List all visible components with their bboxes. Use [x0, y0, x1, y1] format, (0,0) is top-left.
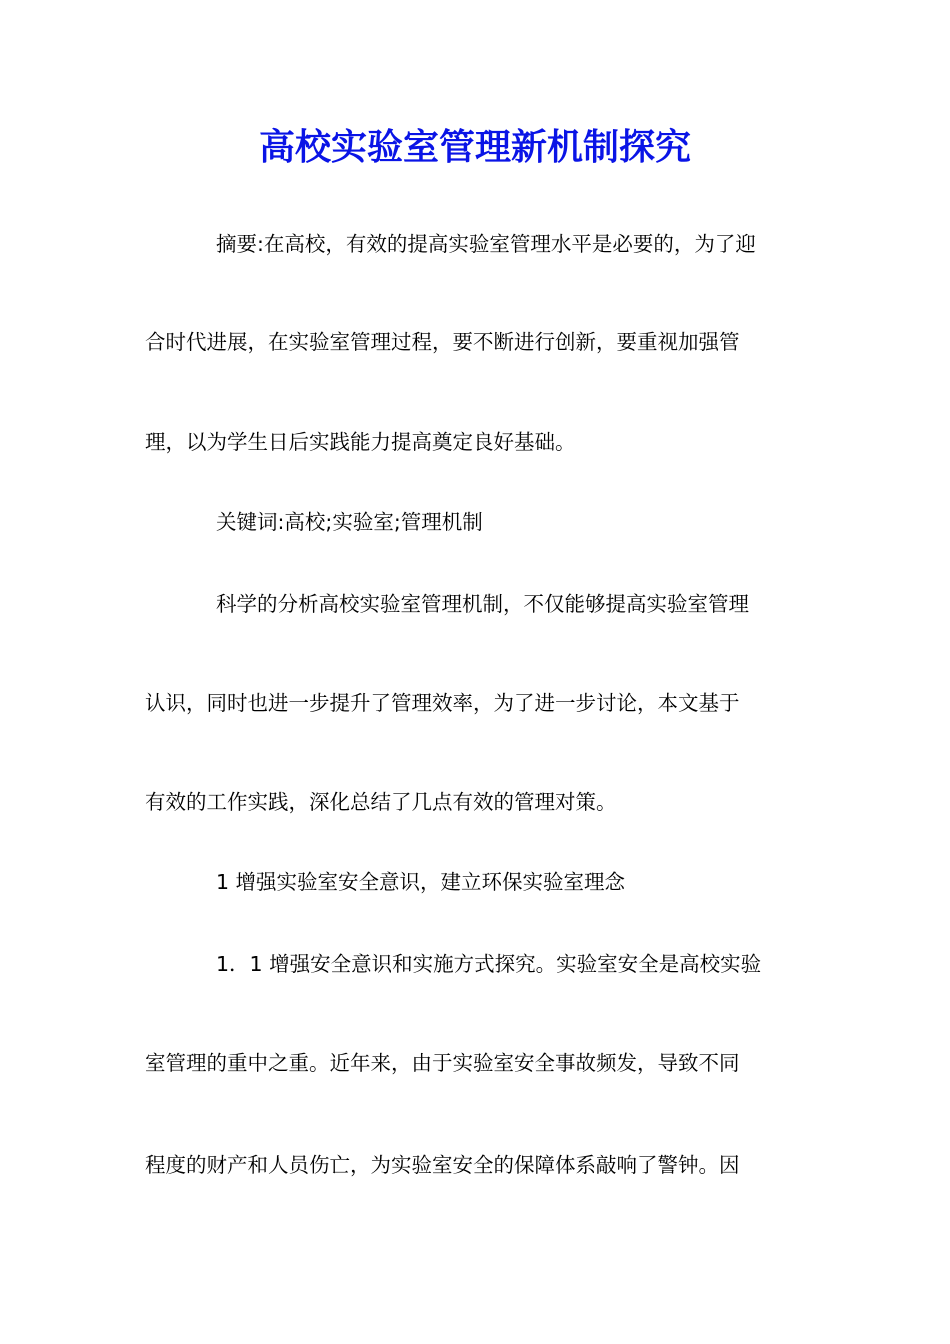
section-1-1-line-2: 室管理的重中之重。近年来，由于实验室安全事故频发，导致不同	[145, 1051, 740, 1075]
keywords-line: 关键词:高校;实验室;管理机制	[216, 510, 483, 534]
section-1-1-line-1: 1．1 增强安全意识和实施方式探究。实验室安全是高校实验	[216, 952, 762, 976]
abstract-line-2: 合时代进展，在实验室管理过程，要不断进行创新，要重视加强管	[145, 330, 740, 354]
abstract-line-3: 理，以为学生日后实践能力提高奠定良好基础。	[145, 430, 576, 454]
intro-line-2: 认识，同时也进一步提升了管理效率，为了进一步讨论，本文基于	[145, 691, 740, 715]
intro-line-3: 有效的工作实践，深化总结了几点有效的管理对策。	[145, 790, 617, 814]
section-1-1-line-3: 程度的财产和人员伤亡，为实验室安全的保障体系敲响了警钟。因	[145, 1153, 740, 1177]
section-heading-1: 1 增强实验室安全意识，建立环保实验室理念	[216, 870, 626, 894]
intro-line-1: 科学的分析高校实验室管理机制，不仅能够提高实验室管理	[216, 592, 749, 616]
document-title: 高校实验室管理新机制探究	[258, 126, 691, 168]
abstract-line-1: 摘要:在高校，有效的提高实验室管理水平是必要的，为了迎	[216, 232, 756, 256]
